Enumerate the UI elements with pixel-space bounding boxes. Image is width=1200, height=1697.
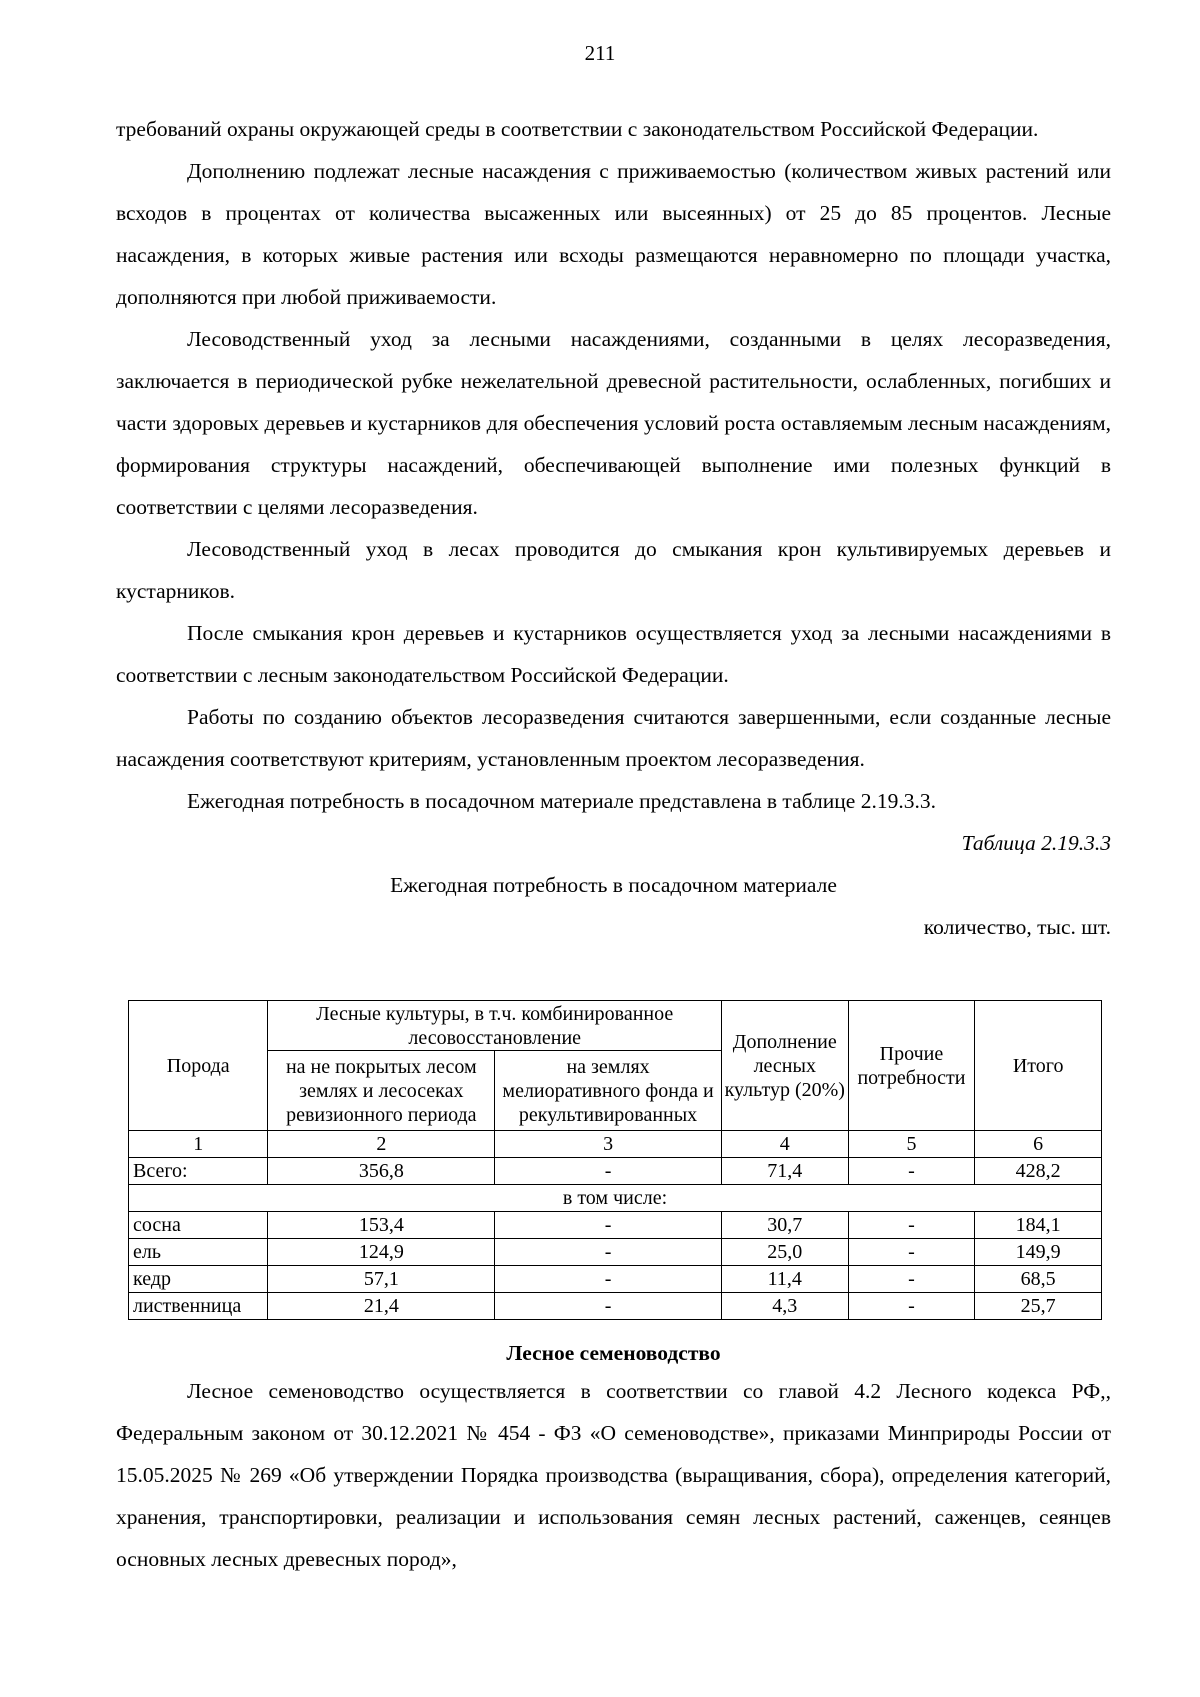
table-cell: 428,2 [975,1158,1102,1185]
table-cell: 21,4 [268,1293,495,1320]
section-heading: Лесное семеноводство [506,1341,721,1365]
table-cell: - [495,1293,722,1320]
table-cell: 3 [495,1131,722,1158]
table-row [129,1239,1102,1266]
header-other: Прочие потребности [848,1001,975,1131]
table-cell: лиственница [129,1293,268,1320]
table-cell: - [495,1212,722,1239]
table-cell: 57,1 [268,1266,495,1293]
table-cell: - [495,1239,722,1266]
table-cell: 25,0 [721,1239,848,1266]
table-cell: - [495,1266,722,1293]
paragraph: Лесоводственный уход за лесными насаждениями, созданными в целях лесоразведения, заключается в периодической рубке нежелательной древесной растительности, ослабленных, погибших и части здоровых деревьев и кустарников для обеспечения условий роста оставляемым лесным насаждениям, формирования структуры насаждений, обеспечивающей выполнение ими полезных функций в соответствии с целями лесоразведения. [116,327,1111,519]
paragraph: Ежегодная потребность в посадочном материале представлена в таблице 2.19.3.3. [187,789,936,813]
paragraph: Работы по созданию объектов лесоразведения считаются завершенными, если созданные лесные насаждения соответствуют критериям, установленным проектом лесоразведения. [116,705,1111,771]
paragraph: После смыкания крон деревьев и кустарников осуществляется уход за лесными насаждениями в соответствии с лесным законодательством Российской Федерации. [116,621,1111,687]
table-cell: 4 [721,1131,848,1158]
table-cell: кедр [129,1266,268,1293]
column-number-row [129,1131,1102,1158]
table-row [129,1212,1102,1239]
paragraph: Лесоводственный уход в лесах проводится до смыкания крон культивируемых деревьев и кустарников. [116,537,1111,603]
table-cell: 2 [268,1131,495,1158]
text-block-top [116,108,1111,948]
table-cell: 5 [848,1131,975,1158]
paragraph: Лесное семеноводство осуществляется в соответствии со главой 4.2 Лесного кодекса РФ,, Федеральным законом от 30.12.2021 № 454 - ФЗ «О семеноводстве», приказами Минприроды России от 15.05.2025 № 269 «Об утверждении Порядка производства (выращивания, сбора), определения категорий, хранения, транспортировки, реализации и использования семян лесных растений, саженцев, сеянцев основных лесных древесных пород», [116,1379,1111,1571]
header-forest-cultures: Лесные культуры, в т.ч. комбинированное лесовосстановление [268,1001,721,1051]
table-cell: 11,4 [721,1266,848,1293]
total-row [129,1158,1102,1185]
table-cell: 149,9 [975,1239,1102,1266]
table-cell: в том числе: [129,1185,1102,1212]
text-block-bottom [116,1370,1111,1580]
table-cell: 153,4 [268,1212,495,1239]
table-cell: - [848,1158,975,1185]
including-row [129,1185,1102,1212]
table-cell: 71,4 [721,1158,848,1185]
table-cell: 4,3 [721,1293,848,1320]
table-units: количество, тыс. шт. [923,915,1111,939]
paragraph: требований охраны окружающей среды в соответствии с законодательством Российской Федерации. [116,117,1039,141]
table-cell: 356,8 [268,1158,495,1185]
table-caption: Таблица 2.19.3.3 [961,831,1111,855]
header-supplement: Дополнение лесных культур (20%) [721,1001,848,1131]
table-cell: ель [129,1239,268,1266]
table-cell: - [495,1158,722,1185]
header-not-covered: на не покрытых лесом землях и лесосеках ревизионного периода [268,1051,495,1131]
table-row [129,1266,1102,1293]
table-cell: 6 [975,1131,1102,1158]
header-breed: Порода [129,1001,268,1131]
table-cell: - [848,1239,975,1266]
table-title: Ежегодная потребность в посадочном материале [390,873,837,897]
table-cell: 1 [129,1131,268,1158]
paragraph: Дополнению подлежат лесные насаждения с приживаемостью (количеством живых растений или всходов в процентах от количества высаженных или высеянных) от 25 до 85 процентов. Лесные насаждения, в которых живые растения или всходы размещаются неравномерно по площади участка, дополняются при любой приживаемости. [116,159,1111,309]
table-row [129,1293,1102,1320]
header-total: Итого [975,1001,1102,1131]
table-cell: - [848,1212,975,1239]
planting-material-table [128,1000,1102,1320]
page-number: 211 [584,41,616,65]
table-cell: Всего: [129,1158,268,1185]
table-cell: - [848,1293,975,1320]
table-cell: 184,1 [975,1212,1102,1239]
table-cell: 30,7 [721,1212,848,1239]
table-cell: 68,5 [975,1266,1102,1293]
table-cell: - [848,1266,975,1293]
table-cell: 25,7 [975,1293,1102,1320]
table-cell: сосна [129,1212,268,1239]
header-reclamation: на землях мелиоративного фонда и рекультивированных [495,1051,722,1131]
table-cell: 124,9 [268,1239,495,1266]
